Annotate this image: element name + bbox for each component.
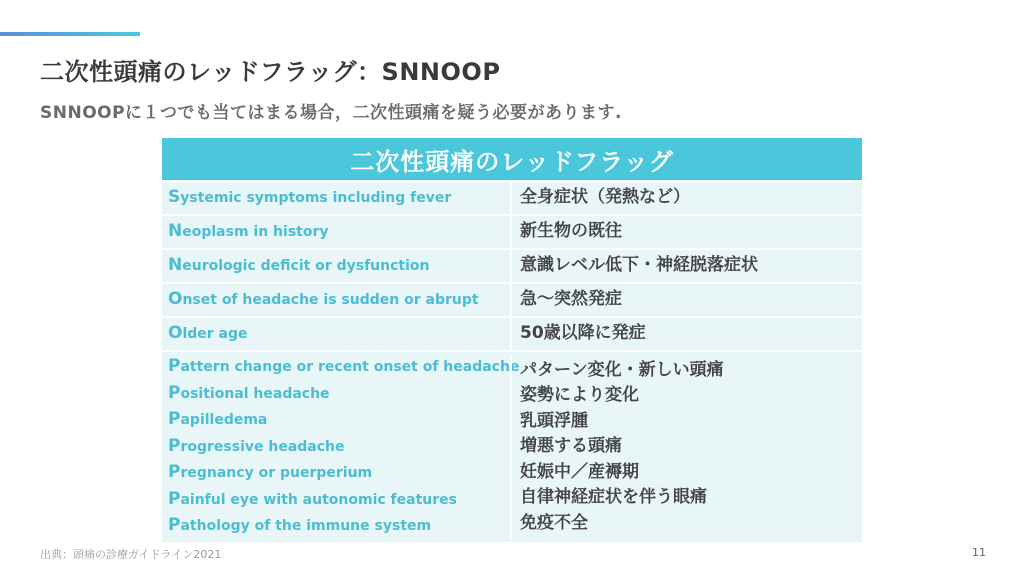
english-text: apilledema xyxy=(180,412,268,429)
japanese-cell xyxy=(510,216,862,248)
japanese-text: 自律神経症状を伴う眼痛 xyxy=(520,487,707,508)
source-citation: 出典：頭痛の診療ガイドライン2021 xyxy=(40,548,222,561)
page-number: 11 xyxy=(972,546,986,559)
initial-letter: P xyxy=(168,409,181,430)
japanese-text: 50歳以降に発症 xyxy=(520,323,646,344)
slide-title: 二次性頭痛のレッドフラッグ：SNNOOP xyxy=(40,58,501,86)
japanese-cell xyxy=(510,318,862,350)
initial-letter: N xyxy=(168,254,183,275)
japanese-text: 乳頭浮腫 xyxy=(520,410,588,431)
initial-letter: P xyxy=(168,382,181,403)
table-row xyxy=(162,180,862,214)
accent-bar xyxy=(0,32,140,36)
english-cell xyxy=(162,182,510,214)
english-text: regnancy or puerperium xyxy=(180,465,373,482)
japanese-text: 意識レベル低下・神経脱落症状 xyxy=(520,255,758,276)
english-text: athology of the immune system xyxy=(180,518,432,535)
slide-subtitle: SNNOOPに１つでも当てはまる場合，二次性頭痛を疑う必要があります. xyxy=(40,103,623,123)
english-cell xyxy=(162,356,520,538)
initial-letter: P xyxy=(168,356,181,377)
english-text: lder age xyxy=(182,325,248,342)
english-text: ainful eye with autonomic features xyxy=(180,491,457,508)
japanese-text: 妊娠中／産褥期 xyxy=(520,461,639,482)
initial-letter: P xyxy=(168,462,181,483)
japanese-cell xyxy=(510,356,862,538)
initial-letter: S xyxy=(168,186,181,207)
japanese-cell xyxy=(510,250,862,282)
english-cell xyxy=(162,318,510,350)
initial-letter: N xyxy=(168,220,183,241)
japanese-text: 全身症状（発熱など） xyxy=(520,187,690,208)
japanese-cell xyxy=(510,182,862,214)
english-text: eoplasm in history xyxy=(182,223,329,240)
table-row xyxy=(162,248,862,282)
initial-letter: O xyxy=(168,322,183,343)
english-text: ystemic symptoms including fever xyxy=(180,189,452,206)
table-row xyxy=(162,214,862,248)
table-row-p-group xyxy=(162,350,862,542)
english-cell xyxy=(162,216,510,248)
japanese-text: 急～突然発症 xyxy=(520,289,622,310)
english-cell xyxy=(162,284,510,316)
table-header: 二次性頭痛のレッドフラッグ xyxy=(162,138,862,180)
japanese-text: 増悪する頭痛 xyxy=(520,436,622,457)
red-flag-table xyxy=(162,138,862,542)
initial-letter: O xyxy=(168,288,183,309)
table-row xyxy=(162,282,862,316)
english-text: rogressive headache xyxy=(180,438,345,455)
english-text: attern change or recent onset of headache xyxy=(180,359,520,376)
japanese-text: 姿勢により変化 xyxy=(520,385,639,406)
initial-letter: P xyxy=(168,515,181,536)
japanese-cell xyxy=(510,284,862,316)
english-text: ositional headache xyxy=(180,385,330,402)
english-text: nset of headache is sudden or abrupt xyxy=(182,291,479,308)
english-text: eurologic deficit or dysfunction xyxy=(182,257,430,274)
initial-letter: P xyxy=(168,435,181,456)
japanese-text: パターン変化・新しい頭痛 xyxy=(520,359,724,380)
english-cell xyxy=(162,250,510,282)
japanese-text: 新生物の既往 xyxy=(520,221,622,242)
table-row xyxy=(162,316,862,350)
japanese-text: 免疫不全 xyxy=(520,512,588,533)
initial-letter: P xyxy=(168,488,181,509)
